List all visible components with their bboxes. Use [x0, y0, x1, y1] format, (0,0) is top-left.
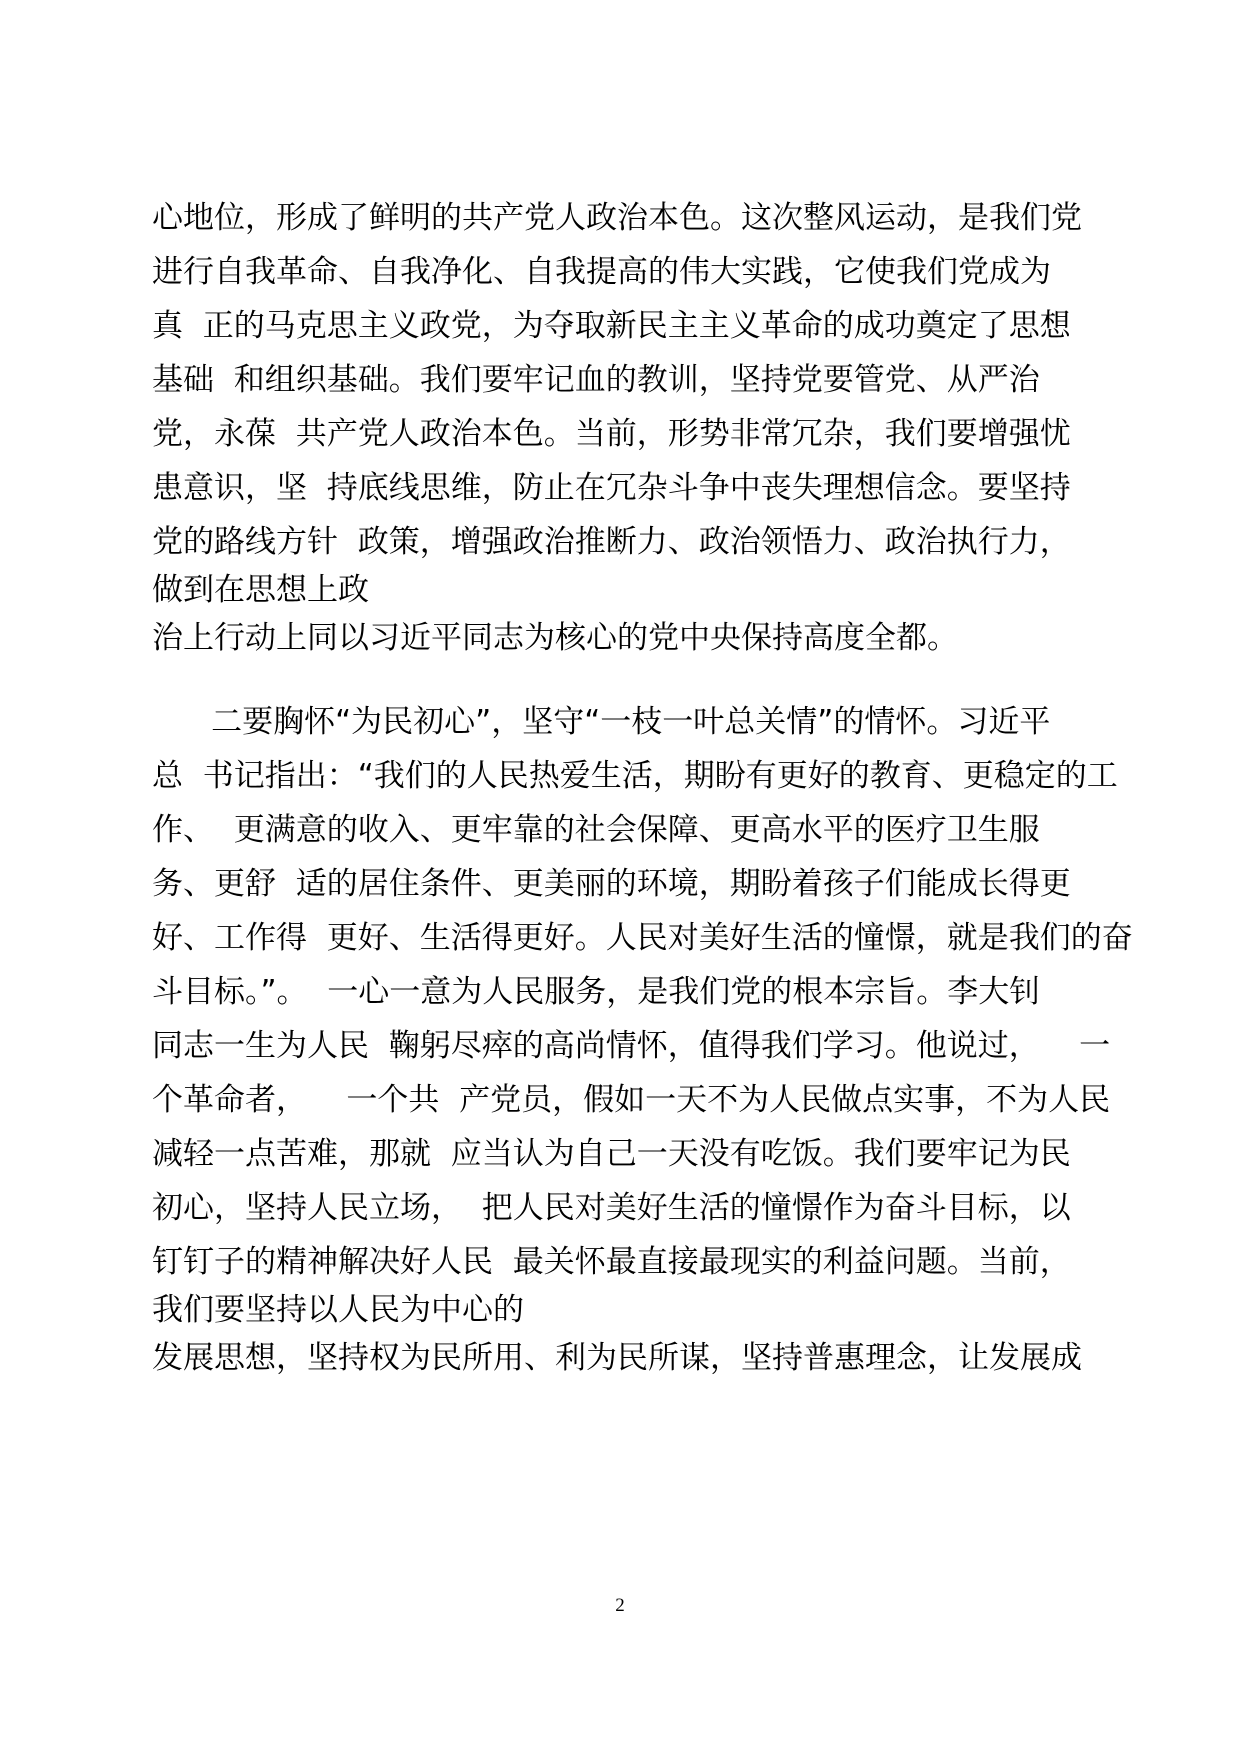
text-line: 总 书记指出：“我们的人民热爱生活，期盼有更好的教育、更稳定的工 [152, 758, 1118, 794]
text-line: 真 正的马克思主义政党，为夺取新民主主义革命的成功奠定了思想 [152, 308, 1071, 344]
text-line: 发展思想，坚持权为民所用、利为民所谋，坚持普惠理念，让发展成 [152, 1340, 1082, 1376]
text-line: 基础 和组织基础。我们要牢记血的教训，坚持党要管党、从严治 [152, 362, 1040, 398]
text-line: 心地位，形成了鲜明的共产党人政治本色。这次整风运动，是我们党 [152, 200, 1082, 236]
text-line: 作、 更满意的收入、更牢靠的社会保障、更高水平的医疗卫生服 [152, 812, 1040, 848]
text-line: 初心，坚持人民立场， 把人民对美好生活的憧憬作为奋斗目标，以 [152, 1190, 1071, 1226]
text-line: 同志一生为人民 鞠躬尽瘁的高尚情怀，值得我们学习。他说过， 一 [152, 1028, 1111, 1064]
text-line: 钉钉子的精神解决好人民 最关怀最直接最现实的利益问题。当前， [152, 1244, 1071, 1280]
text-line: 斗目标。”。 一心一意为人民服务，是我们党的根本宗旨。李大钊 [152, 974, 1041, 1010]
text-line: 务、更舒 适的居住条件、更美丽的环境，期盼着孩子们能成长得更 [152, 866, 1071, 902]
text-line: 党的路线方针 政策，增强政治推断力、政治领悟力、政治执行力， [152, 524, 1071, 560]
page-number: 2 [615, 1595, 625, 1616]
text-line: 患意识，坚 持底线思维，防止在冗杂斗争中丧失理想信念。要坚持 [152, 470, 1071, 506]
text-line: 做到在思想上政 [152, 572, 369, 608]
text-line: 治上行动上同以习近平同志为核心的党中央保持高度全都。 [152, 620, 958, 656]
text-line: 党，永葆 共产党人政治本色。当前，形势非常冗杂，我们要增强忧 [152, 416, 1071, 452]
paragraph-first-line: 二要胸怀“为民初心”，坚守“一枝一叶总关情”的情怀。习近平 [152, 704, 1051, 740]
text-line: 好、工作得 更好、生活得更好。人民对美好生活的憧憬，就是我们的奋 [152, 920, 1133, 956]
text-line: 减轻一点苦难，那就 应当认为自己一天没有吃饭。我们要牢记为民 [152, 1136, 1071, 1172]
text-line: 我们要坚持以人民为中心的 [152, 1292, 524, 1328]
text-line: 个革命者， 一个共 产党员，假如一天不为人民做点实事，不为人民 [152, 1082, 1111, 1118]
text-line: 进行自我革命、自我净化、自我提高的伟大实践，它使我们党成为 [152, 254, 1051, 290]
